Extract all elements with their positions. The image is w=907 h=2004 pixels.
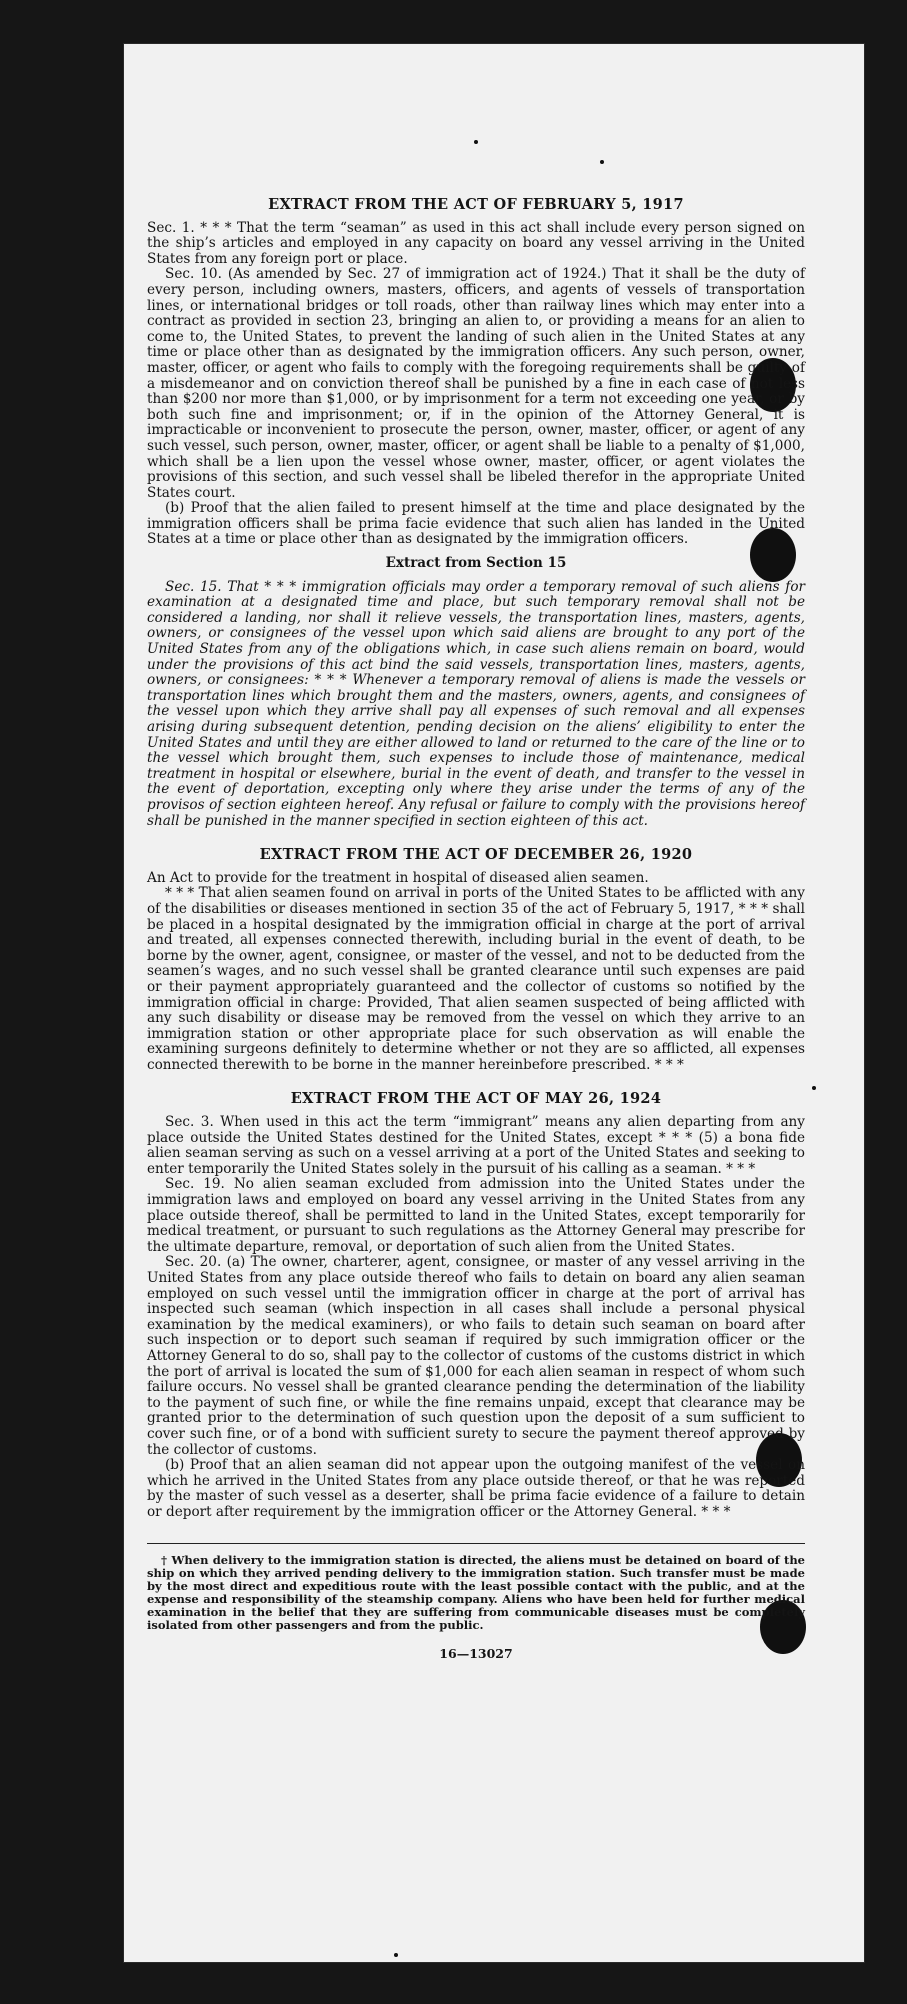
speck (394, 1953, 398, 1957)
paragraph: Sec. 19. No alien seaman excluded from admission into the United States under the immigration laws and employed on board any vessel arriving in the United States from any place outside thereof, shall be permitted to land in the United States, except temporarily for medical treatment, or pursuant to such regulations as the Attorney General may prescribe for the ultimate departure, removal, or deportation of such alien from the United States. (147, 1176, 805, 1255)
section-heading: EXTRACT FROM THE ACT OF FEBRUARY 5, 1917 (268, 196, 684, 213)
section-act-dec-1920 (147, 847, 805, 1073)
section-act-may-1924 (147, 1091, 805, 1520)
paragraph: (b) Proof that an alien seaman did not appear upon the outgoing manifest of the vessel on which he arrived in the United States from any place outside thereof, or that he was reported by the master of such vessel as a deserter, shall be prima facie evidence of a failure to detain or deport after requirement by the immigration officer or the Attorney General. * * * (147, 1457, 805, 1520)
section-act-feb-1917 (147, 197, 805, 548)
paragraph: Sec. 15. That * * * immigration officials may order a temporary removal of such aliens for examination at a designated time and place, but such temporary removal shall not be considered a landing, nor shall it relieve vessels, the transportation lines, masters, agents, owners, or consignees of the vessel upon which said aliens are brought to any port of the United States from any of the obligations which, in case such aliens remain on board, would under the provisions of this act bind the said vessels, transportation lines, masters, agents, owners, or consignees: * * * Whenever a temporary removal of aliens is made the vessels or transportation lines which brought them and the masters, owners, agents, and consignees of the vessel upon which they arrive shall pay all expenses of such removal and all expenses arising during subsequent detention, pending decision on the aliens’ eligibility to enter the United States and until they are either allowed to land or returned to the care of the line or to the vessel which brought them, such expenses to include those of maintenance, medical treatment in hospital or elsewhere, burial in the event of death, and transfer to the vessel in the event of deportation, excepting only where they arise under the terms of any of the provisos of section eighteen hereof. Any refusal or failure to comply with the provisions hereof shall be punished in the manner specified in section eighteen of this act. (147, 578, 805, 829)
speck (474, 140, 478, 144)
section-heading: EXTRACT FROM THE ACT OF MAY 26, 1924 (290, 1090, 662, 1108)
section-extract-15 (147, 556, 805, 829)
paragraph: Sec. 20. (a) The owner, charterer, agent, consignee, or master of any vessel arriving in the United States from any place outside thereof who fails to detain on board any alien seaman employed on such vessel until the immigration officer in charge at the port of arrival has inspected such seaman (which inspection in all cases shall include a personal physical examination by the medical examiners), or who fails to detain such seaman on board after such inspection or to deport such seaman if required by such immigration officer or the Attorney General to do so, shall pay to the collector of customs of the customs district in which the port of arrival is located the sum of $1,000 for each alien seaman in respect of whom such failure occurs. No vessel shall be granted clearance pending the determination of the liability to the payment of such fine, or while the fine remains unpaid, except that clearance may be granted prior to the determination of such question upon the deposit of a sum sufficient to cover such fine, or of a bond with sufficient surety to secure the payment thereof approved by the collector of customs. (147, 1254, 805, 1458)
paragraph: Sec. 1. * * * That the term “seaman” as used in this act shall include every person signed on the ship’s articles and employed in any capacity on board any vessel arriving in the United States from any foreign port or place. (147, 219, 805, 267)
document-text (147, 197, 805, 1661)
paragraph: (b) Proof that the alien failed to present himself at the time and place designated by the immigration officers shall be prima facie evidence that such alien has landed in the United States at a time or place other than as designated by the immigration officers. (147, 500, 805, 548)
page-number: 16—13027 (439, 1645, 513, 1661)
footnote-text: † When delivery to the immigration station is directed, the aliens must be detained on board of the ship on which they arrived pending delivery to the immigration station. Such transfer must be made by the most direct and expeditious route with the least possible contact with the public, and at the expense and responsibility of the steamship company. Aliens who have been held for further medical examination in the belief that they are suffering from communicable diseases must be completely isolated from other passengers and from the public. (147, 1552, 805, 1632)
section-heading: EXTRACT FROM THE ACT OF DECEMBER 26, 1920 (259, 846, 693, 864)
speck (600, 160, 604, 164)
section-heading: Extract from Section 15 (385, 555, 567, 572)
paragraph: Sec. 10. (As amended by Sec. 27 of immigration act of 1924.) That it shall be the duty of every person, including owners, masters, officers, and agents of vessels of transportation lines, or international bridges or toll roads, other than railway lines which may enter into a contract as provided in section 23, bringing an alien to, or providing a means for an alien to come to, the United States, to prevent the landing of such alien in the United States at any time or place other than as designated by the immigration officers. Any such person, owner, master, officer, or agent who fails to comply with the foregoing requirements shall be guilty of a misdemeanor and on conviction thereof shall be punished by a fine in each case of not less than $200 nor more than $1,000, or by imprisonment for a term not exceeding one year, or by both such fine and imprisonment; or, if in the opinion of the Attorney General, it is impracticable or inconvenient to prosecute the person, owner, master, officer, or agent of any such vessel, such person, owner, master, officer, or agent shall be liable to a penalty of $1,000, which shall be a lien upon the vessel whose owner, master, officer, or agent violates the provisions of this section, and such vessel shall be libeled therefor in the appropriate United States court. (147, 266, 805, 501)
paragraph: An Act to provide for the treatment in hospital of diseased alien seamen. (147, 869, 649, 886)
paragraph: * * * That alien seamen found on arrival in ports of the United States to be afflicted with any of the disabilities or diseases mentioned in section 35 of the act of February 5, 1917, * * * shall be placed in a hospital designated by the immigration official in charge at the port of arrival and treated, all expenses connected therewith, including burial in the event of death, to be borne by the owner, agent, consignee, or master of the vessel, and not to be deducted from the seamen’s wages, and no such vessel shall be granted clearance until such expenses are paid or their payment appropriately guaranteed and the collector of customs so notified by the immigration official in charge: Provided, That alien seamen suspected of being afflicted with any such disability or disease may be removed from the vessel on which they arrive to an immigration station or other appropriate place for such observation as will enable the examining surgeons definitely to determine whether or not they are so afflicted, all expenses connected therewith to be borne in the manner hereinbefore prescribed. * * * (147, 885, 805, 1073)
speck (812, 1086, 816, 1090)
paragraph: Sec. 3. When used in this act the term “immigrant” means any alien departing from any place outside the United States destined for the United States, except * * * (5) a bona fide alien seaman serving as such on a vessel arriving at a port of the United States and seeking to enter temporarily the United States solely in the pursuit of his calling as a seaman. * * * (147, 1114, 805, 1177)
footnote (147, 1543, 805, 1632)
